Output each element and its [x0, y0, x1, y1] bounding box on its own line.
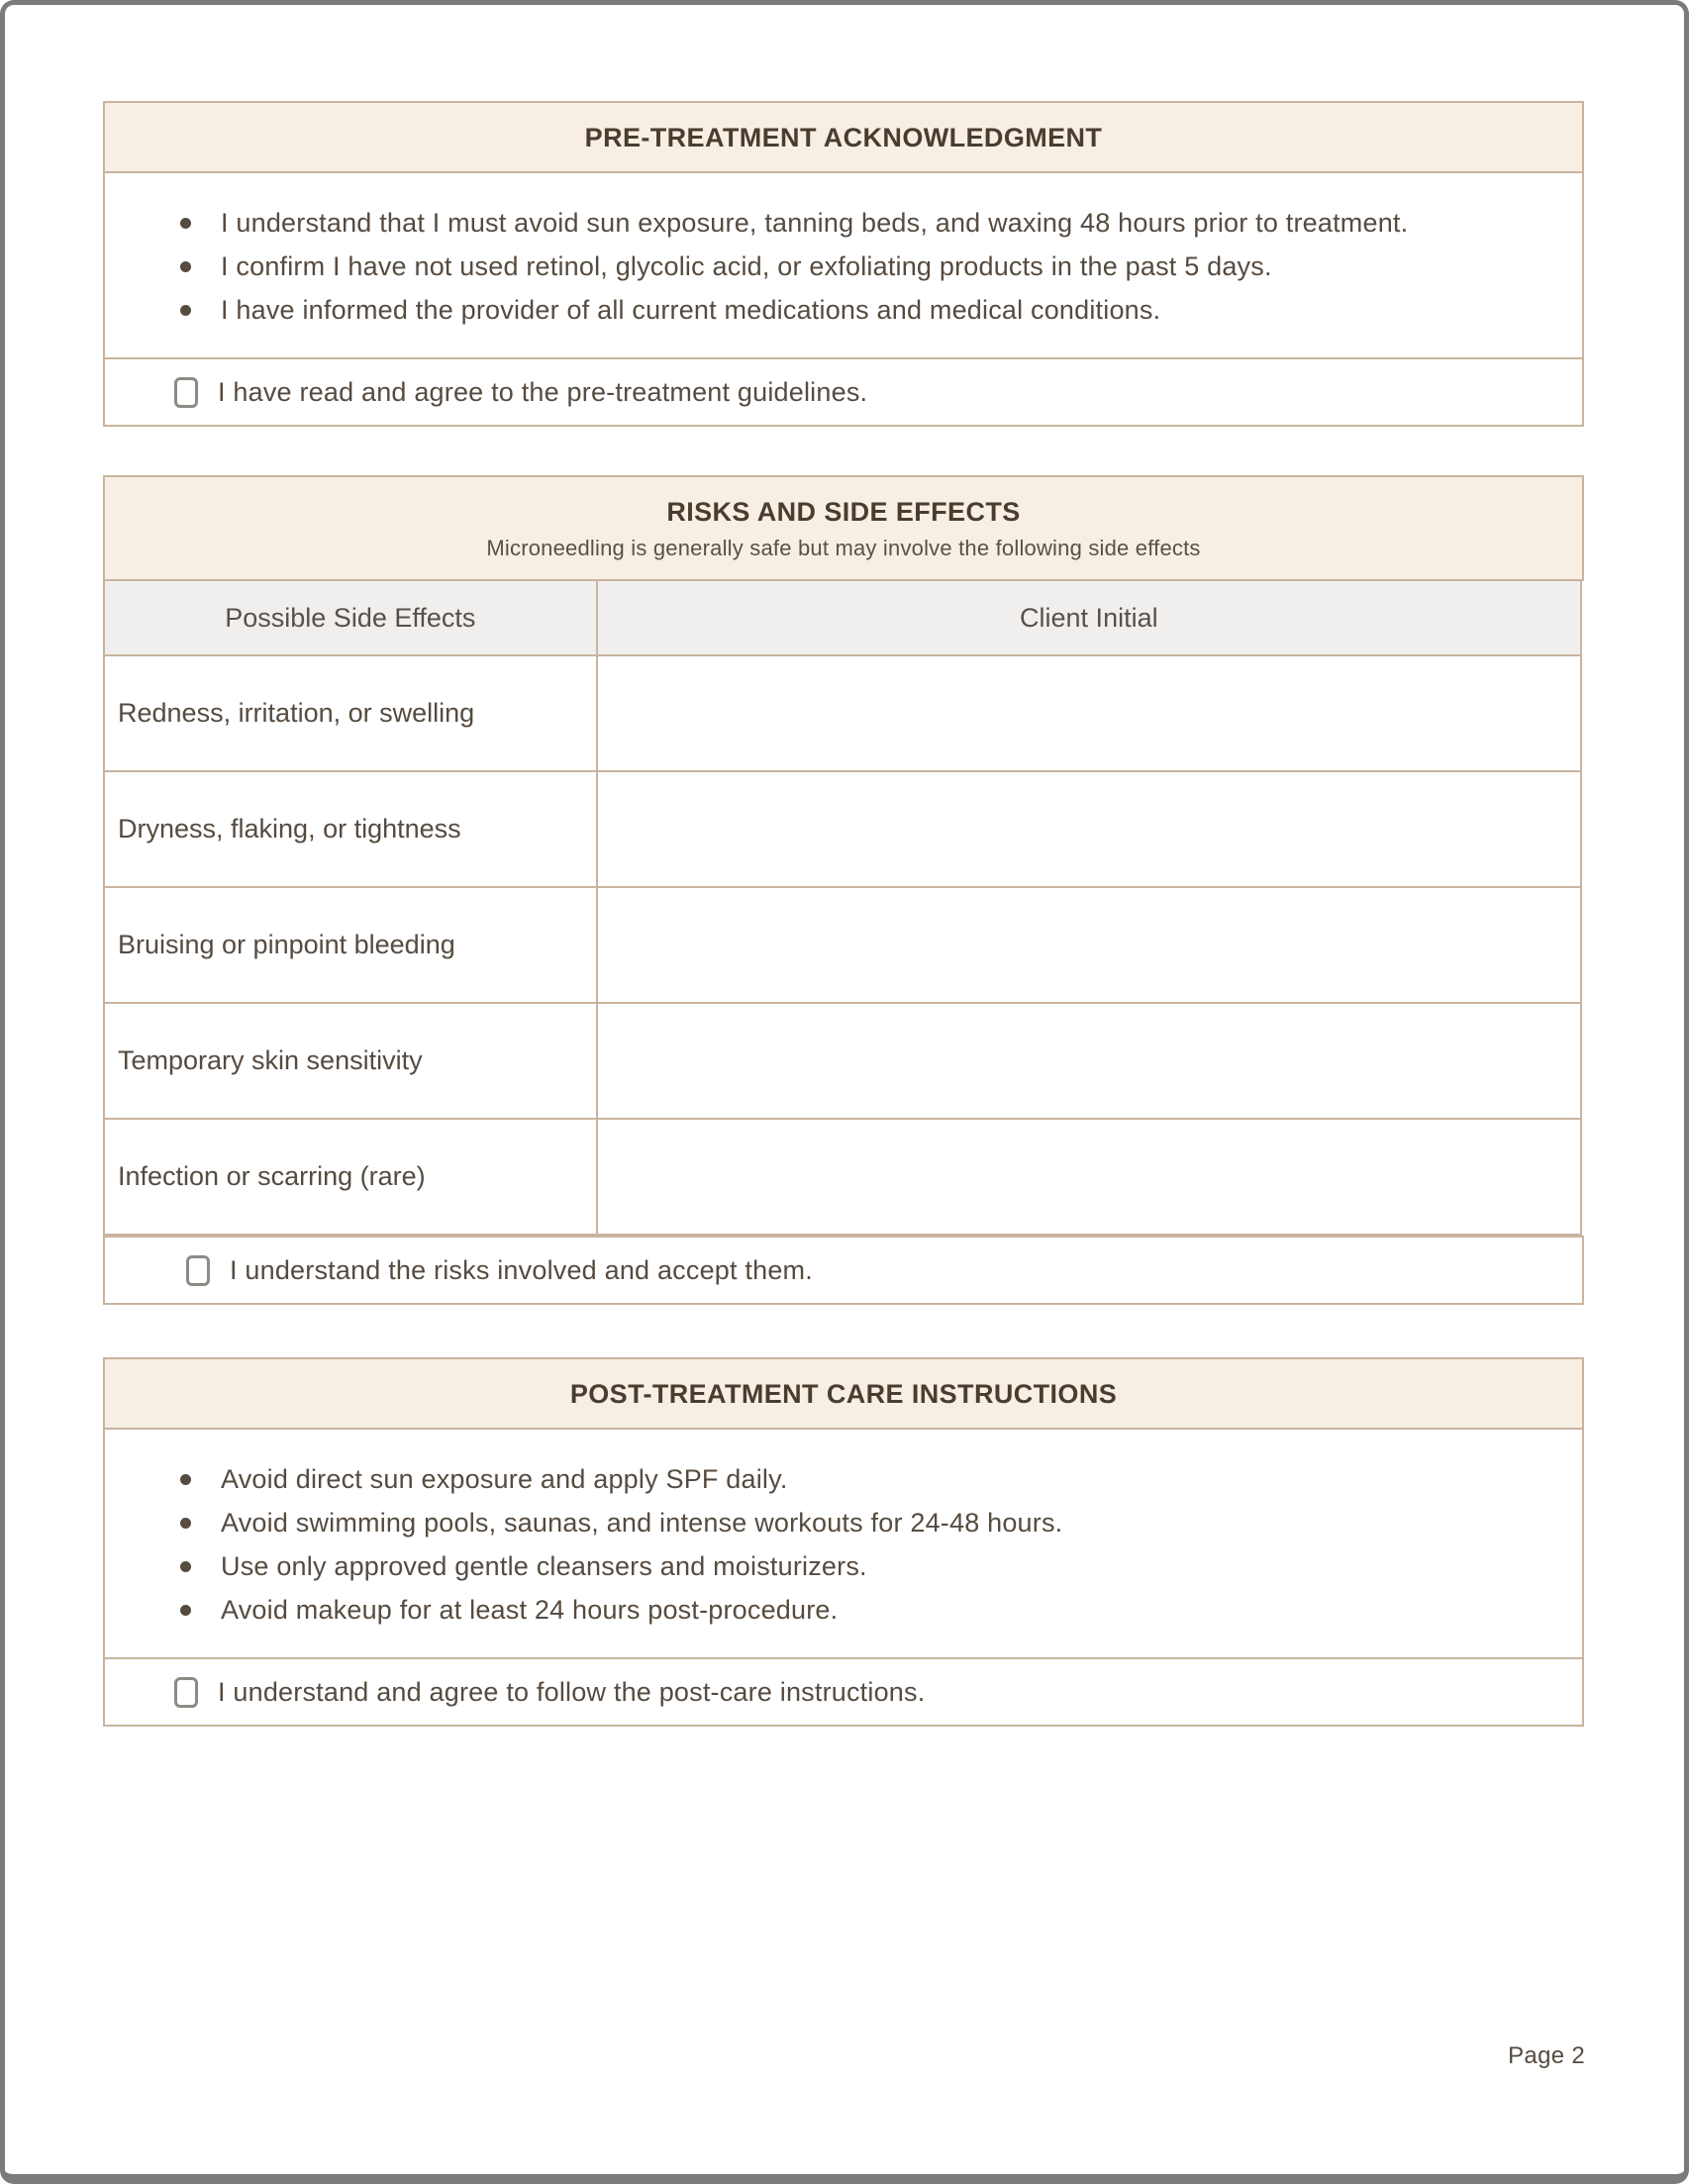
bullet-icon — [180, 1518, 191, 1529]
post-treatment-agree-checkbox[interactable] — [174, 1677, 198, 1708]
list-item — [174, 1588, 1542, 1632]
section-title: PRE-TREATMENT ACKNOWLEDGMENT — [584, 123, 1103, 152]
table-row — [103, 1004, 1584, 1120]
table-row — [103, 888, 1584, 1004]
post-treatment-bullet-list — [174, 1457, 1542, 1632]
bullet-icon — [180, 305, 191, 316]
pre-treatment-body — [103, 171, 1584, 359]
column-header-client-initial: Client Initial — [596, 579, 1582, 656]
bullet-icon — [180, 218, 191, 229]
table-row — [103, 656, 1584, 772]
pre-treatment-bullet-list — [174, 201, 1542, 332]
side-effect-label: Bruising or pinpoint bleeding — [103, 886, 598, 1004]
bullet-text: Avoid makeup for at least 24 hours post-procedure. — [221, 1595, 839, 1625]
bullet-text: Avoid swimming pools, saunas, and intense workouts for 24-48 hours. — [221, 1508, 1063, 1538]
section-pre-treatment — [103, 101, 1584, 427]
list-item — [174, 201, 1542, 245]
bullet-text: Use only approved gentle cleansers and moisturizers. — [221, 1551, 867, 1581]
bullet-icon — [180, 1561, 191, 1572]
bullet-text: I have informed the provider of all current medications and medical conditions. — [221, 295, 1161, 325]
client-initial-cell[interactable] — [596, 886, 1582, 1004]
checkbox-label: I understand and agree to follow the post-care instructions. — [218, 1676, 926, 1707]
side-effect-label: Infection or scarring (rare) — [103, 1118, 598, 1236]
pre-treatment-agree-checkbox[interactable] — [174, 377, 198, 408]
page-number: Page 2 — [1508, 2042, 1585, 2069]
list-item — [174, 1544, 1542, 1588]
section-risks — [103, 475, 1584, 1305]
client-initial-cell[interactable] — [596, 1002, 1582, 1120]
column-header-side-effects: Possible Side Effects — [103, 579, 598, 656]
client-initial-cell[interactable] — [596, 1118, 1582, 1236]
pre-treatment-agreement-row — [103, 357, 1584, 427]
bullet-text: I understand that I must avoid sun exposure, tanning beds, and waxing 48 hours prior to treatment. — [221, 208, 1409, 238]
table-row — [103, 1120, 1584, 1236]
side-effect-label: Redness, irritation, or swelling — [103, 654, 598, 772]
table-header-row — [103, 579, 1584, 656]
client-initial-cell[interactable] — [596, 654, 1582, 772]
post-treatment-agreement-row — [103, 1657, 1584, 1727]
bullet-icon — [180, 1605, 191, 1616]
checkbox-label: I have read and agree to the pre-treatment guidelines. — [218, 376, 868, 407]
list-item — [174, 1457, 1542, 1501]
risks-agree-checkbox[interactable] — [186, 1255, 210, 1286]
list-item — [174, 288, 1542, 332]
pre-treatment-header — [103, 101, 1584, 173]
client-initial-cell[interactable] — [596, 770, 1582, 888]
list-item — [174, 245, 1542, 288]
section-title: RISKS AND SIDE EFFECTS — [666, 497, 1021, 527]
section-title: POST-TREATMENT CARE INSTRUCTIONS — [569, 1379, 1118, 1409]
checkbox-label: I understand the risks involved and accept them. — [230, 1254, 813, 1285]
section-post-treatment — [103, 1357, 1584, 1727]
side-effect-label: Temporary skin sensitivity — [103, 1002, 598, 1120]
bullet-text: I confirm I have not used retinol, glycolic acid, or exfoliating products in the past 5 days. — [221, 251, 1272, 281]
risks-agreement-row — [103, 1236, 1584, 1305]
bullet-text: Avoid direct sun exposure and apply SPF daily. — [221, 1464, 788, 1494]
table-row — [103, 772, 1584, 888]
bullet-icon — [180, 1474, 191, 1485]
list-item — [174, 1501, 1542, 1544]
risks-header — [103, 475, 1584, 581]
side-effect-label: Dryness, flaking, or tightness — [103, 770, 598, 888]
side-effects-table — [103, 579, 1584, 1236]
bullet-icon — [180, 261, 191, 272]
section-subtitle: Microneedling is generally safe but may involve the following side effects — [486, 536, 1201, 560]
post-treatment-header — [103, 1357, 1584, 1430]
post-treatment-body — [103, 1428, 1584, 1659]
